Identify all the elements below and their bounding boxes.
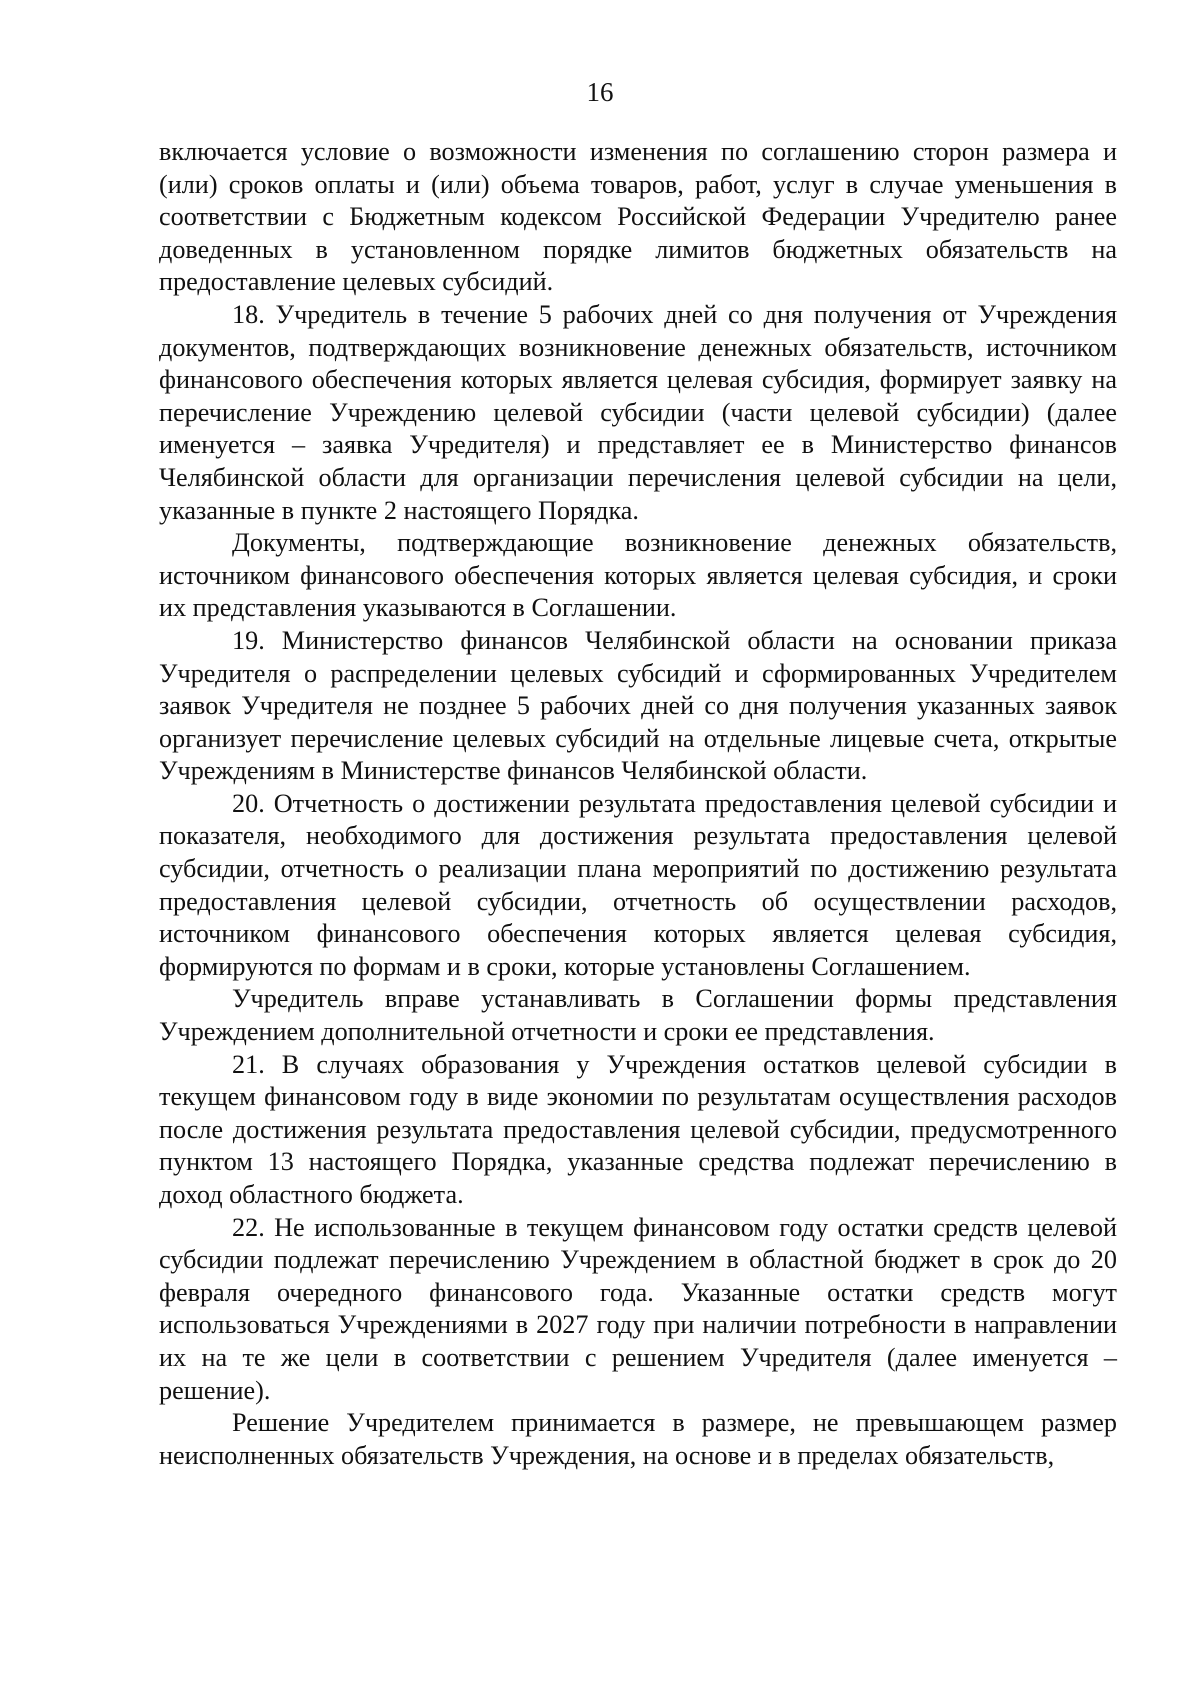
paragraph-continuation: включается условие о возможности изменения по соглашению сторон размера и (или) сроков оплаты и (или) объема товаров, работ, услуг в случае уменьшения в соответствии с Бюджетным кодексом Российской Федерации Учредителю ранее доведенных в установленном порядке лимитов бюджетных обязательств на предоставление целевых субсидий.: [159, 137, 1117, 297]
document-body: [159, 136, 1117, 1472]
paragraph-18-documents: Документы, подтверждающие возникновение денежных обязательств, источником финансового обеспечения которых является целевая субсидия, и сроки их представления указываются в Соглашении.: [159, 528, 1117, 623]
page-number: 16: [586, 77, 614, 107]
paragraph-18: 18. Учредитель в течение 5 рабочих дней со дня получения от Учреждения документов, подтверждающих возникновение денежных обязательств, источником финансового обеспечения которых является целевая субсидия, формирует заявку на перечисление Учреждению целевой субсидии (части целевой субсидии) (далее именуется – заявка Учредителя) и представляет ее в Министерство финансов Челябинской области для организации перечисления целевой субсидии на цели, указанные в пункте 2 настоящего Порядка.: [159, 299, 1117, 525]
paragraph-20-additional: Учредитель вправе устанавливать в Соглашении формы представления Учреждением дополнительной отчетности и сроки ее представления.: [159, 984, 1117, 1047]
paragraph-22: 22. Не использованные в текущем финансовом году остатки средств целевой субсидии подлежат перечислению Учреждением в областной бюджет в срок до 20 февраля очередного финансового года. Указанные остатки средств могут использоваться Учреждениями в 2027 году при наличии потребности в направлении их на те же цели в соответствии с решением Учредителя (далее именуется – решение).: [159, 1212, 1117, 1405]
paragraph-19: 19. Министерство финансов Челябинской области на основании приказа Учредителя о распределении целевых субсидий и сформированных Учредителем заявок Учредителя не позднее 5 рабочих дней со дня получения указанных заявок организует перечисление целевых субсидий на отдельные лицевые счета, открытые Учреждениям в Министерстве финансов Челябинской области.: [159, 625, 1117, 786]
paragraph-20: 20. Отчетность о достижении результата предоставления целевой субсидии и показателя, необходимого для достижения результата предоставления целевой субсидии, отчетность о реализации плана мероприятий по достижению результата предоставления целевой субсидии, отчетность об осуществлении расходов, источником финансового обеспечения которых является целевая субсидия, формируются по формам и в сроки, которые установлены Соглашением.: [159, 788, 1117, 981]
paragraph-22-decision: Решение Учредителем принимается в размере, не превышающем размер неисполненных обязательств Учреждения, на основе и в пределах обязательств,: [159, 1408, 1117, 1470]
paragraph-21: 21. В случаях образования у Учреждения остатков целевой субсидии в текущем финансовом году в виде экономии по результатам осуществления расходов после достижения результата предоставления целевой субсидии, предусмотренного пунктом 13 настоящего Порядка, указанные средства подлежат перечислению в доход областного бюджета.: [159, 1049, 1117, 1209]
